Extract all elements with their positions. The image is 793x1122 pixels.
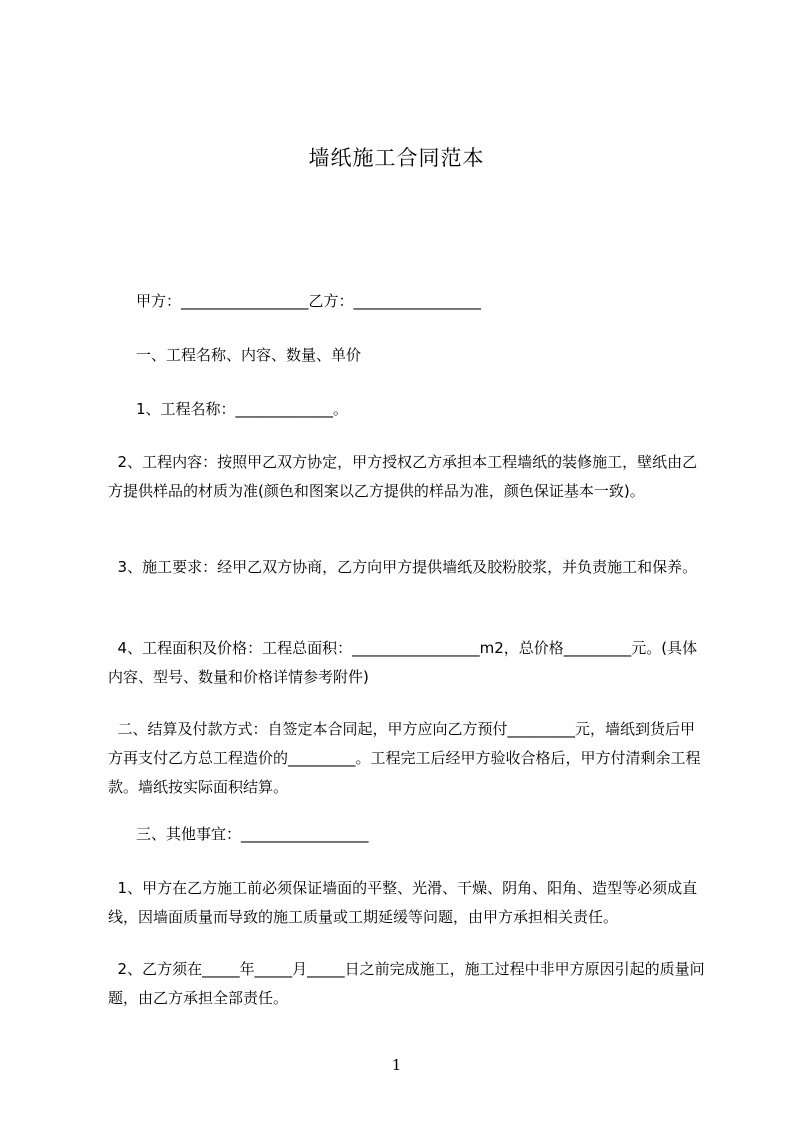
section3-heading: 三、其他事宜：_________________ xyxy=(136,825,369,843)
clause1-wall-requirements: 1、甲方在乙方施工前必须保证墙面的平整、光滑、干燥、阴角、阳角、造型等必须成直线，因墙面质量而导致的施工质量或工期延缓等问题，由甲方承担相关责任。 xyxy=(108,879,698,926)
document-title: 墙纸施工合同范本 xyxy=(308,146,485,170)
item1-project-name: 1、工程名称：_____________。 xyxy=(136,400,349,418)
section1-heading: 一、工程名称、内容、数量、单价 xyxy=(136,346,362,364)
item3-construction-requirements: 3、施工要求：经甲乙双方协商，乙方向甲方提供墙纸及胶粉胶浆，并负责施工和保养。 xyxy=(108,558,698,576)
parties-line: 甲方：_________________乙方：_________________ xyxy=(136,292,482,310)
item4-area-and-price: 4、工程面积及价格：工程总面积：_________________m2，总价格_________元。(具体内容、型号、数量和价格详情参考附件) xyxy=(108,639,698,686)
section2-settlement: 二、结算及付款方式：自签定本合同起，甲方应向乙方预付_________元，墙纸到货后甲方再支付乙方总工程造价的_________。工程完工后经甲方验收合格后，甲方付清剩余工程款。墙纸按实际面积结算。 xyxy=(108,720,701,796)
item2-project-content: 2、工程内容：按照甲乙双方协定，甲方授权乙方承担本工程墙纸的装修施工，壁纸由乙方提供样品的材质为准(颜色和图案以乙方提供的样品为准，颜色保证基本一致)。 xyxy=(108,453,698,500)
page-number: 1 xyxy=(391,1056,402,1074)
clause2-completion-deadline: 2、乙方须在_____年_____月_____日之前完成施工，施工过程中非甲方原因引起的质量问题，由乙方承担全部责任。 xyxy=(108,960,705,1007)
